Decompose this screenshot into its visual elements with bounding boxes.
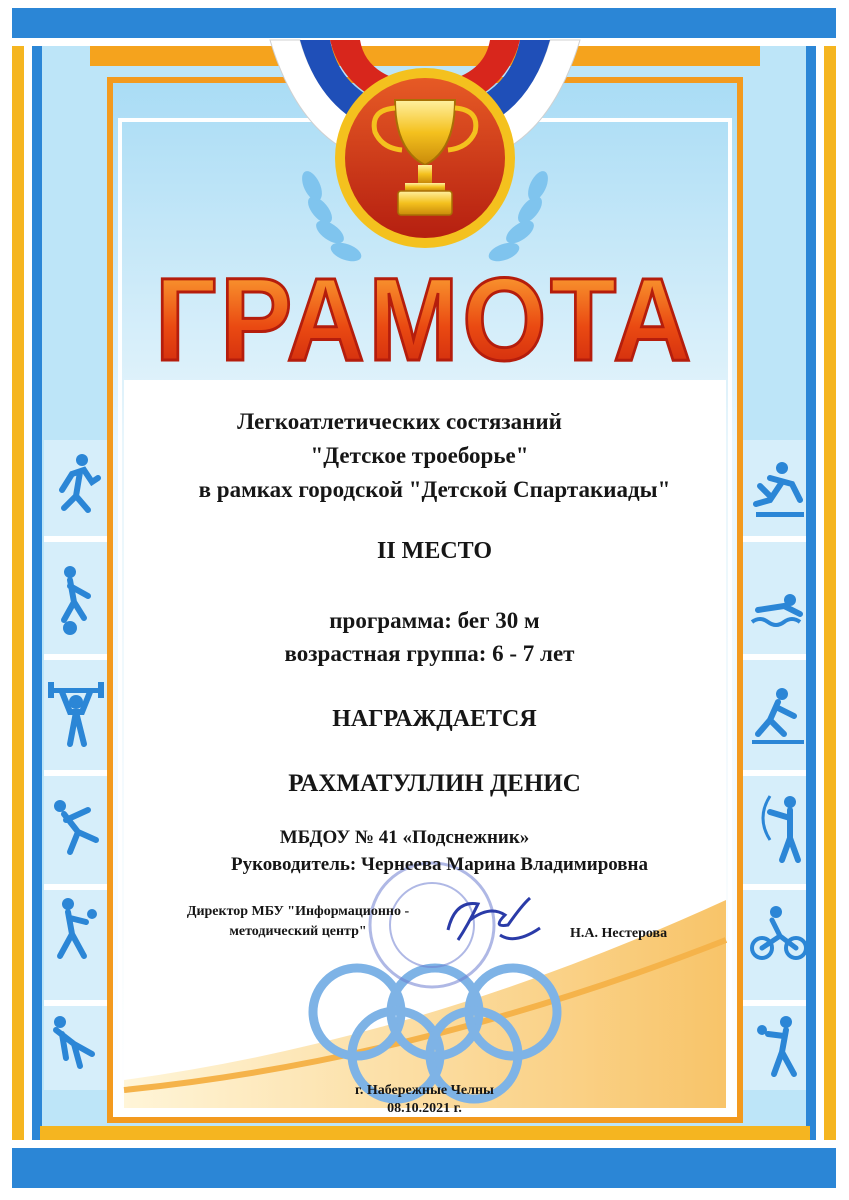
city-label: г. Набережные Челны: [355, 1083, 494, 1098]
recipient-name: РАХМАТУЛЛИН ДЕНИС: [288, 770, 581, 797]
director-name: Н.А. Нестерова: [570, 926, 668, 941]
title-shape: ГРАМОТА: [155, 254, 695, 386]
awarded-label: НАГРАЖДАЕТСЯ: [332, 706, 537, 732]
date-label: 08.10.2021 г.: [387, 1101, 462, 1116]
age-group-label: возрастная группа: 6 - 7 лет: [284, 641, 575, 666]
event-line-2: "Детское троеборье": [310, 443, 529, 468]
institution-label: МБДОУ № 41 «Подснежник»: [279, 827, 530, 848]
event-line-1: Легкоатлетических состязаний: [237, 409, 562, 434]
director-line-1: Директор МБУ "Информационно -: [186, 904, 410, 919]
event-line-3: в рамках городской "Детской Спартакиады": [198, 477, 671, 502]
supervisor-label: Руководитель: Чернеева Марина Владимировна: [230, 854, 649, 875]
director-title: [158, 902, 438, 942]
director-line-2: методический центр": [229, 924, 367, 939]
program-label: программа: бег 30 м: [329, 608, 540, 633]
place-label: II МЕСТО: [376, 538, 493, 564]
